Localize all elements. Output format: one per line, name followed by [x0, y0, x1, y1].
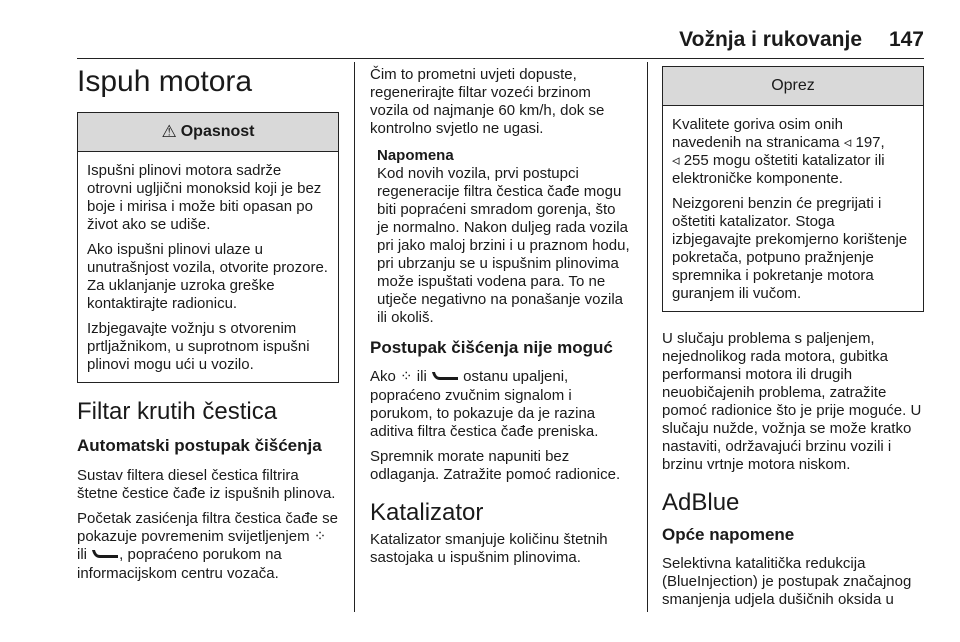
- section-title-engine-exhaust: Ispuh motora: [77, 65, 253, 98]
- text-fragment: ili: [416, 368, 427, 385]
- paragraph: Katalizator smanjuje količinu štetnih sastojaka u ispušnim plinovima.: [370, 531, 608, 566]
- paragraph: Sustav filtera diesel čestica filtrira štetne čestice čađe iz ispušnih plinova.: [77, 467, 336, 502]
- dpf-lamp-icon: ⁘: [400, 368, 413, 385]
- caution-box-body: [663, 106, 923, 311]
- danger-paragraph: Ako ispušni plinovi ulaze u unutrašnjost vozila, otvorite prozore. Za uklanjanje uzroka greške kontaktirajte radionicu.: [87, 241, 328, 312]
- column-1: [77, 62, 339, 583]
- page-header: [77, 28, 924, 59]
- column-2: [370, 62, 630, 567]
- subsection-title-auto-cleaning: Automatski postupak čišćenja: [77, 436, 322, 455]
- warning-icon: ⚠: [161, 122, 177, 141]
- dpf-lamp-icon: ⁘: [313, 528, 327, 545]
- caution-box-header: [663, 67, 923, 106]
- paragraph: Spremnik morate napuniti bez odlaganja. Zatražite pomoć radionice.: [370, 448, 621, 483]
- danger-box-header: [78, 113, 338, 152]
- text-fragment: , popraćeno porukom na informacijskom centru vozača.: [77, 546, 282, 582]
- section-title-particle-filter: Filtar krutih čestica: [77, 398, 278, 425]
- additive-lamp-icon: [431, 369, 459, 387]
- paragraph: U slučaju problema s paljenjem, nejednolikog rada motora, gubitka performansi motora ili drugih neuobičajenih problema, zatražite pomoć radionice što je prije moguće. U slučaju nužde, vožnja se može kratko nastaviti, održavajući brzinu vozili i brzinu vrtnje motora niskom.: [662, 330, 922, 473]
- page-ref-icon: ◃: [672, 152, 680, 169]
- column-divider-1: [354, 62, 355, 612]
- page-ref-link[interactable]: 255: [683, 152, 709, 169]
- caution-paragraph: [672, 116, 914, 188]
- text-fragment: Kvalitete goriva osim onih navedenih na stranicama: [672, 116, 843, 151]
- paragraph: Selektivna katalitička redukcija (BlueInjection) je postupak značajnog smanjenja udjela dušičnih oksida u: [662, 555, 912, 608]
- paragraph: Čim to prometni uvjeti dopuste, regenerirajte filtar vozeći brzinom vozila od najmanje 60 km/h, dok se kontrolno svjetlo ne ugasi.: [370, 66, 605, 137]
- note-title: Napomena: [377, 147, 454, 164]
- danger-paragraph: Ispušni plinovi motora sadrže otrovni ugljični monoksid koji je bez boje i mirisa i može biti opasan po život ako se udiše.: [87, 162, 322, 233]
- column-divider-2: [647, 62, 648, 612]
- text-fragment: Početak zasićenja filtra čestica čađe se pokazuje povremenim svijetljenjem: [77, 510, 338, 545]
- text-fragment: mogu oštetiti katalizator ili elektroničke komponente.: [672, 152, 885, 187]
- section-title-catalyst: Katalizator: [370, 499, 484, 526]
- caution-box: [662, 66, 924, 312]
- column-3: [662, 62, 924, 609]
- danger-paragraph: Izbjegavajte vožnju s otvorenim prtljažnikom, u suprotnom ispušni plinovi mogu ući u vozilo.: [87, 320, 310, 373]
- page-ref-icon: ◃: [843, 134, 852, 151]
- paragraph: [370, 368, 630, 441]
- text-fragment: Ako: [370, 368, 396, 385]
- subsection-title-cleaning-not-possible: Postupak čišćenja nije moguć: [370, 338, 613, 357]
- additive-lamp-icon: [91, 547, 119, 565]
- caution-label: Oprez: [771, 77, 815, 94]
- subsection-title-general-notes: Opće napomene: [662, 525, 795, 544]
- page-ref-link[interactable]: 197,: [855, 134, 885, 151]
- text-fragment: ili: [77, 546, 87, 563]
- page-number: 147: [888, 28, 924, 51]
- caution-paragraph: Neizgoreni benzin će pregrijati i oštetiti katalizator. Stoga izbjegavajte prekomjerno korištenje pokretača, potpuno pražnjenje spremnika i pokretanje motora guranjem ili vučom.: [672, 195, 908, 302]
- text-fragment: ostanu upaljeni, popraćeno zvučnim signalom i porukom, to pokazuje da je razina aditiva filtra čestica čađe preniska.: [370, 368, 599, 440]
- note-block: [370, 147, 630, 327]
- danger-label: Opasnost: [180, 123, 255, 140]
- danger-box-body: [78, 152, 338, 382]
- section-title-adblue: AdBlue: [662, 489, 740, 516]
- chapter-title: Vožnja i rukovanje: [679, 28, 862, 51]
- danger-box: [77, 112, 339, 383]
- note-text: Kod novih vozila, prvi postupci regeneracije filtra čestica čađe mogu biti popraćeni smradom gorenja, što je normalno. Nakon duljeg rada vozila pri jako maloj brzini i u praznom hodu, pri ubrzanju se u ispušnim plinovima može ispuštati vodena para. To ne utječe negativno na ponašanje vozila ili okoliš.: [377, 165, 630, 326]
- paragraph: [77, 510, 339, 583]
